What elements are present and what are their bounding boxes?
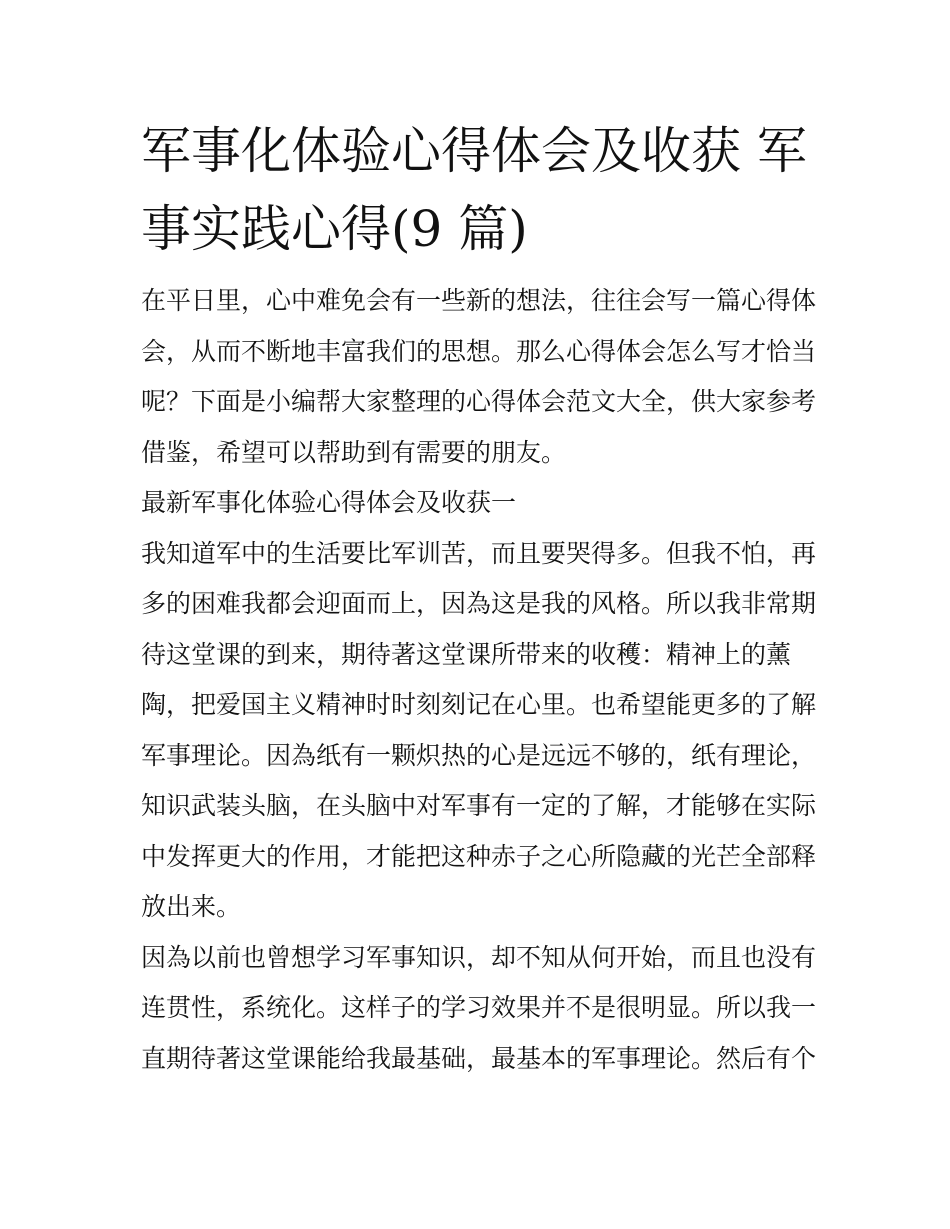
document-body xyxy=(141,276,831,1084)
text-line: 放出来。 xyxy=(141,892,242,921)
text-line: 最新军事化体验心得体会及收获一 xyxy=(141,488,517,517)
text-line: 直期待著这堂课能给我最基础，最基本的军事理论。然后有个 xyxy=(141,1043,817,1073)
text-line: 在平日里，心中难免会有一些新的想法，往往会写一篇心得体 xyxy=(141,286,817,315)
body-paragraph xyxy=(141,529,831,933)
text-line: 待这堂课的到来，期待著这堂课所带来的收穫：精神上的薰 xyxy=(141,639,792,669)
document-title xyxy=(141,112,831,268)
text-line: 因為以前也曾想学习军事知识，却不知从何开始，而且也没有 xyxy=(141,942,817,972)
intro-paragraph xyxy=(141,276,831,478)
body-paragraph xyxy=(141,933,831,1085)
text-line: 会，从而不断地丰富我们的思想。那么心得体会怎么写才恰当 xyxy=(141,336,817,366)
text-line: 我知道军中的生活要比军训苦，而且要哭得多。但我不怕，再 xyxy=(141,538,817,568)
text-line: 呢？下面是小编帮大家整理的心得体会范文大全，供大家参考 xyxy=(141,387,817,416)
text-line: 军事理论。因為纸有一颗炽热的心是远远不够的，纸有理论， xyxy=(141,740,817,770)
section-heading xyxy=(141,478,831,529)
text-line: 连贯性，系统化。这样子的学习效果并不是很明显。所以我一 xyxy=(141,993,817,1022)
text-line: 多的困难我都会迎面而上，因為这是我的风格。所以我非常期 xyxy=(141,589,817,618)
text-line: 借鉴，希望可以帮助到有需要的朋友。 xyxy=(141,437,567,467)
text-line: 知识武装头脑，在头脑中对军事有一定的了解，才能够在实际 xyxy=(141,791,817,820)
title-line: 军事化体验心得体会及收获 军 xyxy=(141,122,807,180)
text-line: 陶，把爱国主义精神时时刻刻记在心里。也希望能更多的了解 xyxy=(141,690,817,719)
text-line: 中发挥更大的作用，才能把这种赤子之心所隐藏的光芒全部释 xyxy=(141,841,817,871)
title-line: 事实践心得(9 篇) xyxy=(141,200,528,258)
